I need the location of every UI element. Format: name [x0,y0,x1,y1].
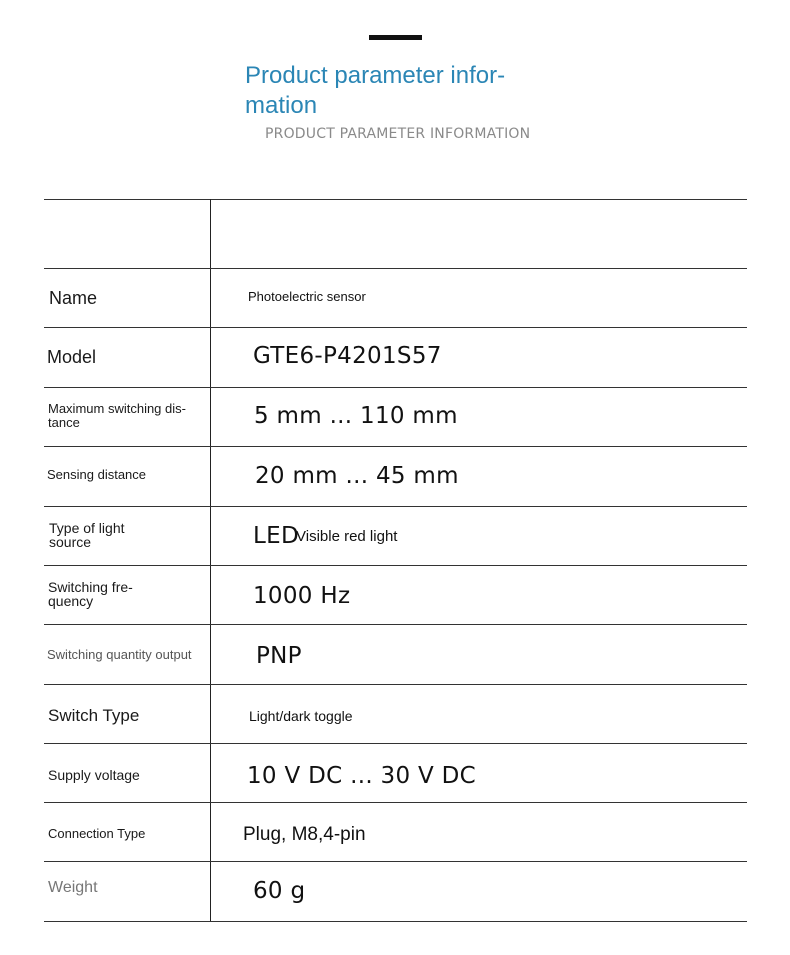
row-divider [44,743,747,744]
row-divider [44,624,747,625]
row-label-switching-frequency: Switching fre- quency [48,579,133,609]
row-divider [44,861,747,862]
row-label-supply-voltage: Supply voltage [48,767,140,783]
row-label-max-switching-distance: Maximum switching dis- tance [48,401,186,430]
row-divider [44,802,747,803]
row-value-name: Photoelectric sensor [248,289,366,304]
table-column-divider [210,199,211,922]
row-value-max-switching-distance: 5 mm ... 110 mm [254,403,458,429]
row-value-switch-type: Light/dark toggle [249,708,353,724]
row-divider [44,387,747,388]
row-divider [44,446,747,447]
table-bottom-border [44,921,747,922]
row-label-name: Name [49,288,98,308]
row-value-supply-voltage: 10 V DC ... 30 V DC [247,763,477,789]
row-label-light-source: Type of light source [49,520,125,550]
row-label-switch-type: Switch Type [48,706,140,725]
row-label-connection-type: Connection Type [48,826,146,841]
row-divider [44,506,747,507]
row-divider [44,684,747,685]
row-divider [44,565,747,566]
row-value-weight: 60 g [253,878,306,904]
row-value-light-source: LED [253,523,299,549]
header-accent-bar [369,35,422,40]
page-subtitle: PRODUCT PARAMETER INFORMATION [265,126,531,142]
row-label-sensing-distance: Sensing distance [47,467,147,482]
page-title: Product parameter infor- mation [245,62,506,119]
row-value-switching-frequency: 1000 Hz [253,583,351,609]
row-label-weight: Weight [48,879,98,896]
table-top-border [44,199,747,200]
row-label-model: Model [47,347,97,367]
row-value-light-source-extra: Visible red light [296,528,398,545]
row-divider [44,327,747,328]
row-divider [44,268,747,269]
row-value-switching-output: PNP [256,643,302,669]
row-value-model: GTE6-P4201S57 [253,343,442,369]
row-label-switching-output: Switching quantity output [47,647,192,662]
row-value-sensing-distance: 20 mm ... 45 mm [255,463,459,489]
row-value-connection-type: Plug, M8,4-pin [243,824,366,845]
